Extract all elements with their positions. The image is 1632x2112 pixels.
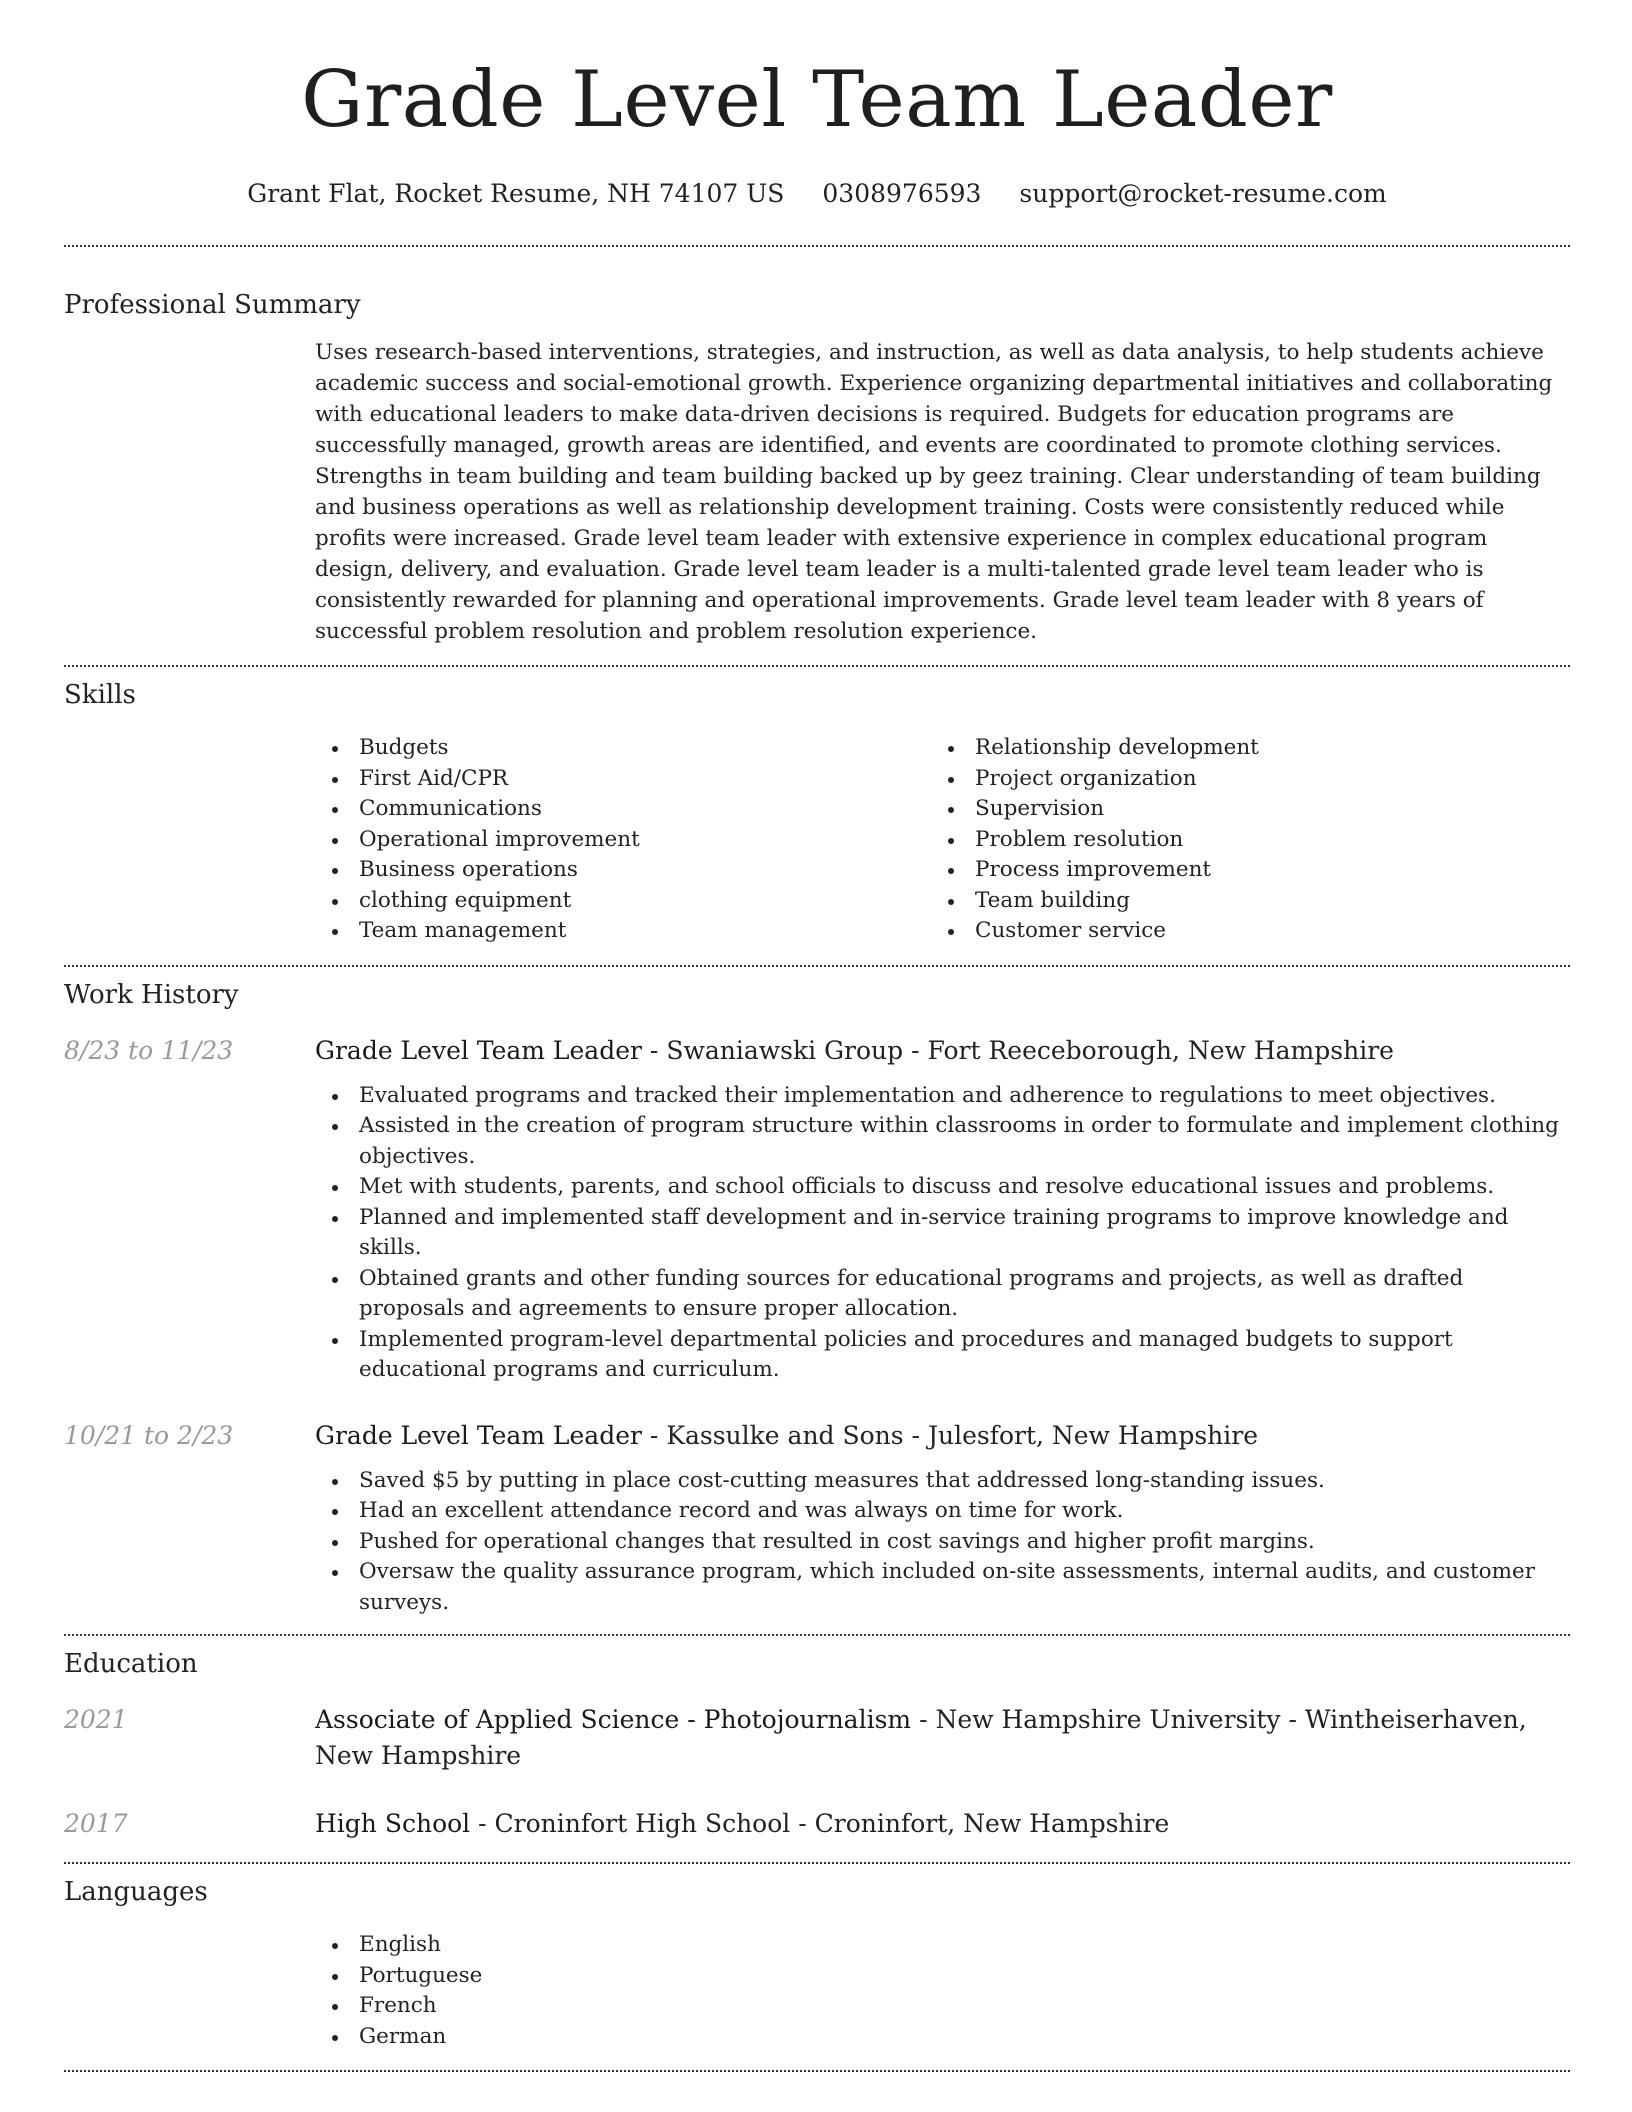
skill-item: Relationship development bbox=[931, 733, 1547, 764]
education-entry bbox=[64, 1806, 1570, 1842]
skill-item: Communications bbox=[315, 794, 931, 825]
divider bbox=[64, 1634, 1570, 1636]
skill-item: Team building bbox=[931, 886, 1547, 917]
separator: - bbox=[641, 1420, 667, 1450]
job-bullet: Implemented program-level departmental policies and procedures and managed budgets to support educational programs and curriculum. bbox=[315, 1325, 1570, 1386]
job-bullet: Evaluated programs and tracked their implementation and adherence to regulations to meet objectives. bbox=[315, 1081, 1570, 1112]
job-bullet: Had an excellent attendance record and was always on time for work. bbox=[315, 1496, 1570, 1527]
summary-heading: Professional Summary bbox=[64, 290, 361, 320]
education-year: 2021 bbox=[64, 1705, 128, 1734]
job-role: Grade Level Team Leader bbox=[315, 1035, 642, 1065]
skills-heading: Skills bbox=[64, 680, 136, 710]
education-heading: Education bbox=[64, 1649, 198, 1679]
divider bbox=[64, 245, 1570, 247]
skills-list bbox=[315, 733, 1570, 947]
job-bullet: Saved $5 by putting in place cost-cutting measures that addressed long-standing issues. bbox=[315, 1466, 1570, 1497]
contact-line bbox=[64, 179, 1570, 209]
skill-item: Problem resolution bbox=[931, 825, 1547, 856]
skill-item: clothing equipment bbox=[315, 886, 931, 917]
contact-address: Grant Flat, Rocket Resume, NH 74107 US bbox=[247, 179, 785, 208]
job-role: Grade Level Team Leader bbox=[315, 1420, 642, 1450]
language-item: German bbox=[315, 2022, 1570, 2053]
job-location: Julesfort, New Hampshire bbox=[927, 1420, 1258, 1450]
job-location: Fort Reeceborough, New Hampshire bbox=[927, 1035, 1394, 1065]
job-dates: 10/21 to 2/23 bbox=[64, 1420, 234, 1450]
job-heading bbox=[315, 1418, 1258, 1454]
job-bullets bbox=[315, 1466, 1570, 1619]
contact-email: support@rocket-resume.com bbox=[1019, 179, 1387, 208]
education-details: - Croninfort High School - Croninfort, New Hampshire bbox=[470, 1809, 1170, 1838]
separator: - bbox=[641, 1035, 667, 1065]
divider bbox=[64, 2070, 1570, 2072]
skills-column-right bbox=[931, 733, 1547, 947]
job-bullet: Pushed for operational changes that resulted in cost savings and higher profit margins. bbox=[315, 1527, 1570, 1558]
education-degree: Associate of Applied Science - Photojournalism bbox=[315, 1705, 912, 1734]
job-bullet: Planned and implemented staff development and in-service training programs to improve knowledge and skills. bbox=[315, 1203, 1570, 1264]
job-bullet: Obtained grants and other funding sources for educational programs and projects, as well as drafted proposals and agreements to ensure proper allocation. bbox=[315, 1264, 1570, 1325]
job-bullet: Assisted in the creation of program structure within classrooms in order to formulate and implement clothing objectives. bbox=[315, 1111, 1570, 1172]
languages-list bbox=[315, 1930, 1570, 2052]
skill-item: Customer service bbox=[931, 916, 1547, 947]
skill-item: Business operations bbox=[315, 855, 931, 886]
job-entry bbox=[64, 1418, 1570, 1454]
education-year: 2017 bbox=[64, 1809, 128, 1838]
skill-item: Team management bbox=[315, 916, 931, 947]
skill-item: Operational improvement bbox=[315, 825, 931, 856]
education-heading-line bbox=[315, 1806, 1169, 1842]
skill-item: Project organization bbox=[931, 764, 1547, 795]
contact-phone: 0308976593 bbox=[822, 179, 982, 208]
job-company: Swaniawski Group bbox=[666, 1035, 904, 1065]
skill-item: Supervision bbox=[931, 794, 1547, 825]
job-heading bbox=[315, 1033, 1394, 1069]
summary-text: Uses research-based interventions, strategies, and instruction, as well as data analysis, to help students achieve academic success and social-emotional growth. Experience organizing departmental initiatives and collaborating with educational leaders to make data-driven decisions is required. Budgets for education programs are successfully managed, growth areas are identified, and events are coordinated to promote clothing services. Strengths in team building and team building backed up by geez training. Clear understanding of team building and business operations as well as relationship development training. Costs were consistently reduced while profits were increased. Grade level team leader with extensive experience in complex educational program design, delivery, and evaluation. Grade level team leader is a multi-talented grade level team leader who is consistently rewarded for planning and operational improvements. Grade level team leader with 8 years of successful problem resolution and problem resolution experience. bbox=[315, 340, 1553, 644]
job-entry bbox=[64, 1033, 1570, 1069]
divider bbox=[64, 1862, 1570, 1864]
language-item: Portuguese bbox=[315, 1961, 1570, 1992]
work-heading: Work History bbox=[64, 979, 239, 1010]
job-bullet: Met with students, parents, and school officials to discuss and resolve educational issues and problems. bbox=[315, 1172, 1570, 1203]
job-bullet: Oversaw the quality assurance program, which included on-site assessments, internal audits, and customer surveys. bbox=[315, 1557, 1570, 1618]
divider bbox=[64, 665, 1570, 667]
languages-heading: Languages bbox=[64, 1877, 208, 1907]
skills-column-left bbox=[315, 733, 931, 947]
job-company: Kassulke and Sons bbox=[666, 1420, 904, 1450]
education-entry bbox=[64, 1702, 1570, 1774]
education-degree: High School bbox=[315, 1809, 471, 1838]
education-details: - New Hampshire University - Wintheiserhaven, New Hampshire bbox=[315, 1705, 1527, 1770]
skill-item: First Aid/CPR bbox=[315, 764, 931, 795]
skill-item: Process improvement bbox=[931, 855, 1547, 886]
resume-page bbox=[64, 0, 1570, 2072]
job-bullets bbox=[315, 1081, 1570, 1386]
separator: - bbox=[903, 1035, 928, 1065]
skill-item: Budgets bbox=[315, 733, 931, 764]
language-item: French bbox=[315, 1991, 1570, 2022]
education-heading-line bbox=[315, 1702, 1570, 1774]
resume-title: Grade Level Team Leader bbox=[301, 55, 1333, 145]
job-dates: 8/23 to 11/23 bbox=[64, 1035, 234, 1065]
divider bbox=[64, 965, 1570, 967]
separator: - bbox=[903, 1420, 928, 1450]
language-item: English bbox=[315, 1930, 1570, 1961]
